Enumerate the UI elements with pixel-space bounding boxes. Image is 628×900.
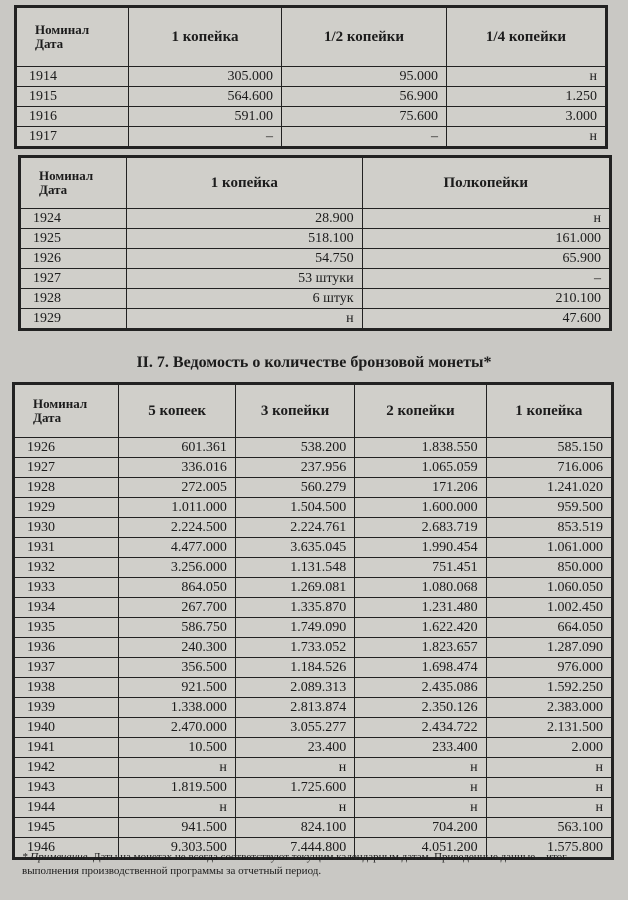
value-cell: н bbox=[235, 798, 354, 818]
column-header: Полкопейки bbox=[362, 158, 609, 209]
value-cell: н bbox=[355, 778, 486, 798]
header-date: Дата bbox=[39, 182, 68, 197]
value-cell: 6 штук bbox=[127, 289, 363, 309]
value-cell: 921.500 bbox=[119, 678, 235, 698]
value-cell: н bbox=[119, 798, 235, 818]
value-cell: 716.006 bbox=[486, 458, 611, 478]
value-cell: 1.231.480 bbox=[355, 598, 486, 618]
table-row bbox=[15, 698, 612, 718]
value-cell: н bbox=[355, 758, 486, 778]
table-row bbox=[17, 107, 606, 127]
table-body bbox=[15, 438, 612, 858]
header-nominal: Номинал bbox=[35, 22, 90, 37]
year-cell: 1941 bbox=[15, 738, 119, 758]
year-cell: 1945 bbox=[15, 818, 119, 838]
year-cell: 1925 bbox=[21, 229, 127, 249]
year-cell: 1928 bbox=[15, 478, 119, 498]
value-cell: н bbox=[486, 758, 611, 778]
value-cell: 237.956 bbox=[235, 458, 354, 478]
value-cell: 853.519 bbox=[486, 518, 611, 538]
value-cell: 1.575.800 bbox=[486, 838, 611, 858]
value-cell: н bbox=[362, 209, 609, 229]
value-cell: 664.050 bbox=[486, 618, 611, 638]
year-cell: 1930 bbox=[15, 518, 119, 538]
value-cell: 1.338.000 bbox=[119, 698, 235, 718]
value-cell: 267.700 bbox=[119, 598, 235, 618]
header-date: Дата bbox=[35, 36, 64, 51]
table-header-row bbox=[17, 8, 606, 67]
table-row bbox=[15, 438, 612, 458]
table-row bbox=[21, 249, 610, 269]
year-cell: 1927 bbox=[21, 269, 127, 289]
year-cell: 1916 bbox=[17, 107, 129, 127]
value-cell: 1.065.059 bbox=[355, 458, 486, 478]
value-cell: 4.477.000 bbox=[119, 538, 235, 558]
value-cell: н bbox=[355, 798, 486, 818]
year-cell: 1932 bbox=[15, 558, 119, 578]
value-cell: 1.269.081 bbox=[235, 578, 354, 598]
table-row bbox=[15, 638, 612, 658]
table-row bbox=[15, 738, 612, 758]
column-header: 1/4 копейки bbox=[446, 8, 605, 67]
year-cell: 1929 bbox=[15, 498, 119, 518]
table-row bbox=[15, 538, 612, 558]
table-row bbox=[15, 718, 612, 738]
value-cell: 538.200 bbox=[235, 438, 354, 458]
value-cell: 9.303.500 bbox=[119, 838, 235, 858]
table-row bbox=[15, 578, 612, 598]
year-cell: 1931 bbox=[15, 538, 119, 558]
value-cell: 2.435.086 bbox=[355, 678, 486, 698]
year-cell: 1915 bbox=[17, 87, 129, 107]
value-cell: 518.100 bbox=[127, 229, 363, 249]
value-cell: 704.200 bbox=[355, 818, 486, 838]
value-cell: н bbox=[446, 127, 605, 147]
table-row bbox=[15, 678, 612, 698]
year-cell: 1943 bbox=[15, 778, 119, 798]
value-cell: н bbox=[119, 758, 235, 778]
value-cell: 3.635.045 bbox=[235, 538, 354, 558]
table-row bbox=[15, 758, 612, 778]
year-cell: 1934 bbox=[15, 598, 119, 618]
table-row bbox=[15, 498, 612, 518]
value-cell: н bbox=[235, 758, 354, 778]
table-row bbox=[21, 309, 610, 329]
table-row bbox=[17, 67, 606, 87]
table-row bbox=[15, 818, 612, 838]
value-cell: 976.000 bbox=[486, 658, 611, 678]
value-cell: 75.600 bbox=[282, 107, 447, 127]
value-cell: 233.400 bbox=[355, 738, 486, 758]
value-cell: 1.504.500 bbox=[235, 498, 354, 518]
column-header: 1 копейка bbox=[486, 385, 611, 438]
table-row bbox=[15, 458, 612, 478]
value-cell: 563.100 bbox=[486, 818, 611, 838]
table-row bbox=[15, 618, 612, 638]
value-cell: 850.000 bbox=[486, 558, 611, 578]
table-row bbox=[15, 598, 612, 618]
value-cell: 1.061.000 bbox=[486, 538, 611, 558]
value-cell: 941.500 bbox=[119, 818, 235, 838]
year-cell: 1924 bbox=[21, 209, 127, 229]
value-cell: 824.100 bbox=[235, 818, 354, 838]
value-cell: – bbox=[362, 269, 609, 289]
value-cell: 1.080.068 bbox=[355, 578, 486, 598]
value-cell: 171.206 bbox=[355, 478, 486, 498]
year-cell: 1936 bbox=[15, 638, 119, 658]
value-cell: 23.400 bbox=[235, 738, 354, 758]
year-cell: 1933 bbox=[15, 578, 119, 598]
value-cell: н bbox=[446, 67, 605, 87]
table-row bbox=[21, 289, 610, 309]
value-cell: 356.500 bbox=[119, 658, 235, 678]
year-cell: 1935 bbox=[15, 618, 119, 638]
value-cell: 1.990.454 bbox=[355, 538, 486, 558]
value-cell: 1.622.420 bbox=[355, 618, 486, 638]
value-cell: 1.287.090 bbox=[486, 638, 611, 658]
year-cell: 1939 bbox=[15, 698, 119, 718]
footnote bbox=[22, 850, 612, 878]
value-cell: н bbox=[486, 778, 611, 798]
value-cell: 56.900 bbox=[282, 87, 447, 107]
year-cell: 1929 bbox=[21, 309, 127, 329]
table-row bbox=[17, 87, 606, 107]
table-row bbox=[21, 209, 610, 229]
column-header: 2 копейки bbox=[355, 385, 486, 438]
value-cell: 585.150 bbox=[486, 438, 611, 458]
value-cell: 1.184.526 bbox=[235, 658, 354, 678]
value-cell: 2.350.126 bbox=[355, 698, 486, 718]
value-cell: 1.600.000 bbox=[355, 498, 486, 518]
value-cell: 47.600 bbox=[362, 309, 609, 329]
value-cell: 1.002.450 bbox=[486, 598, 611, 618]
value-cell: 560.279 bbox=[235, 478, 354, 498]
value-cell: 10.500 bbox=[119, 738, 235, 758]
header-nominal-date bbox=[21, 158, 127, 209]
footnote-text: Даты на монетах не всегда соответствуют текущим календарным датам. Приведенные данные – итог выполнения производственной программы за отчетный период. bbox=[22, 851, 567, 877]
value-cell: 864.050 bbox=[119, 578, 235, 598]
table-row bbox=[21, 269, 610, 289]
year-cell: 1914 bbox=[17, 67, 129, 87]
value-cell: 751.451 bbox=[355, 558, 486, 578]
year-cell: 1926 bbox=[21, 249, 127, 269]
value-cell: 1.060.050 bbox=[486, 578, 611, 598]
value-cell: 95.000 bbox=[282, 67, 447, 87]
year-cell: 1944 bbox=[15, 798, 119, 818]
column-header: 3 копейки bbox=[235, 385, 354, 438]
year-cell: 1938 bbox=[15, 678, 119, 698]
table-row bbox=[15, 478, 612, 498]
header-date: Дата bbox=[33, 410, 62, 425]
value-cell: 3.256.000 bbox=[119, 558, 235, 578]
column-header: 1 копейка bbox=[128, 8, 281, 67]
value-cell: 28.900 bbox=[127, 209, 363, 229]
value-cell: 1.725.600 bbox=[235, 778, 354, 798]
table-kopeck-1924-1929 bbox=[18, 155, 612, 331]
value-cell: 586.750 bbox=[119, 618, 235, 638]
table-row bbox=[15, 518, 612, 538]
year-cell: 1926 bbox=[15, 438, 119, 458]
year-cell: 1937 bbox=[15, 658, 119, 678]
header-nominal-date bbox=[15, 385, 119, 438]
section-title: II. 7. Ведомость о количестве бронзовой монеты* bbox=[136, 354, 492, 371]
value-cell: 54.750 bbox=[127, 249, 363, 269]
value-cell: 1.335.870 bbox=[235, 598, 354, 618]
value-cell: 1.250 bbox=[446, 87, 605, 107]
value-cell: 1.592.250 bbox=[486, 678, 611, 698]
year-cell: 1942 bbox=[15, 758, 119, 778]
value-cell: 1.823.657 bbox=[355, 638, 486, 658]
table-row bbox=[21, 229, 610, 249]
value-cell: 240.300 bbox=[119, 638, 235, 658]
table-header-row bbox=[21, 158, 610, 209]
year-cell: 1928 bbox=[21, 289, 127, 309]
value-cell: 3.055.277 bbox=[235, 718, 354, 738]
table-row bbox=[15, 798, 612, 818]
header-nominal: Номинал bbox=[33, 396, 88, 411]
value-cell: 7.444.800 bbox=[235, 838, 354, 858]
year-cell: 1917 bbox=[17, 127, 129, 147]
footnote-label: * Примечание. bbox=[22, 851, 91, 863]
value-cell: 2.383.000 bbox=[486, 698, 611, 718]
value-cell: 65.900 bbox=[362, 249, 609, 269]
value-cell: 2.683.719 bbox=[355, 518, 486, 538]
value-cell: 2.224.500 bbox=[119, 518, 235, 538]
value-cell: – bbox=[128, 127, 281, 147]
value-cell: – bbox=[282, 127, 447, 147]
value-cell: 210.100 bbox=[362, 289, 609, 309]
value-cell: 591.00 bbox=[128, 107, 281, 127]
value-cell: 2.089.313 bbox=[235, 678, 354, 698]
value-cell: 1.131.548 bbox=[235, 558, 354, 578]
column-header: 5 копеек bbox=[119, 385, 235, 438]
value-cell: 2.813.874 bbox=[235, 698, 354, 718]
value-cell: 272.005 bbox=[119, 478, 235, 498]
value-cell: 1.733.052 bbox=[235, 638, 354, 658]
table-row bbox=[15, 658, 612, 678]
header-nominal: Номинал bbox=[39, 168, 94, 183]
value-cell: 1.749.090 bbox=[235, 618, 354, 638]
value-cell: 53 штуки bbox=[127, 269, 363, 289]
value-cell: н bbox=[127, 309, 363, 329]
table-row bbox=[15, 558, 612, 578]
value-cell: 2.131.500 bbox=[486, 718, 611, 738]
value-cell: 336.016 bbox=[119, 458, 235, 478]
value-cell: 1.698.474 bbox=[355, 658, 486, 678]
column-header: 1/2 копейки bbox=[282, 8, 447, 67]
column-header: 1 копейка bbox=[127, 158, 363, 209]
value-cell: 601.361 bbox=[119, 438, 235, 458]
year-cell: 1927 bbox=[15, 458, 119, 478]
value-cell: 1.011.000 bbox=[119, 498, 235, 518]
value-cell: 2.000 bbox=[486, 738, 611, 758]
value-cell: 2.434.722 bbox=[355, 718, 486, 738]
value-cell: 3.000 bbox=[446, 107, 605, 127]
value-cell: 959.500 bbox=[486, 498, 611, 518]
value-cell: 2.224.761 bbox=[235, 518, 354, 538]
value-cell: 161.000 bbox=[362, 229, 609, 249]
table-header-row bbox=[15, 385, 612, 438]
value-cell: 564.600 bbox=[128, 87, 281, 107]
header-nominal-date bbox=[17, 8, 129, 67]
year-cell: 1946 bbox=[15, 838, 119, 858]
value-cell: 2.470.000 bbox=[119, 718, 235, 738]
value-cell: 1.838.550 bbox=[355, 438, 486, 458]
value-cell: н bbox=[486, 798, 611, 818]
value-cell: 1.819.500 bbox=[119, 778, 235, 798]
value-cell: 4.051.200 bbox=[355, 838, 486, 858]
value-cell: 305.000 bbox=[128, 67, 281, 87]
value-cell: 1.241.020 bbox=[486, 478, 611, 498]
table-bronze-coins bbox=[12, 382, 614, 860]
table-kopeck-1914-1917 bbox=[14, 5, 608, 149]
year-cell: 1940 bbox=[15, 718, 119, 738]
table-row bbox=[15, 778, 612, 798]
table-row bbox=[17, 127, 606, 147]
